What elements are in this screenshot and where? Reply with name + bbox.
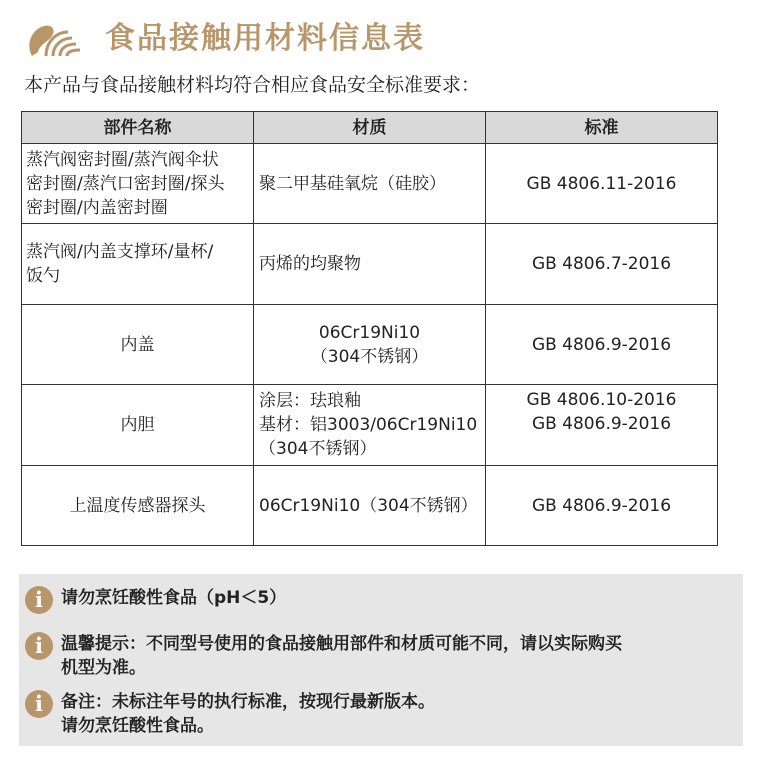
standard-line: GB 4806.10-2016 (526, 390, 677, 410)
page-subtitle: 本产品与食品接触材料均符合相应食品安全标准要求： (24, 74, 481, 96)
material-line: 涂层：珐琅釉 (259, 391, 361, 411)
standard-cell (486, 305, 718, 385)
note-line: 机型为准。 (61, 658, 146, 678)
standard-cell (486, 466, 718, 546)
info-icon: i (25, 632, 53, 660)
part-name-cell (22, 466, 254, 546)
column-header-material: 材质 (254, 112, 486, 144)
note-item (25, 690, 435, 738)
note-text (61, 586, 286, 610)
table-row (22, 466, 718, 546)
standard-cell (486, 224, 718, 305)
material-line: 06Cr19Ni10 (318, 322, 421, 343)
part-name-line: 饭勺 (26, 266, 60, 286)
note-item (25, 586, 286, 614)
info-icon: i (25, 690, 53, 718)
table-header-row (22, 112, 718, 144)
material-line: 基材：铝3003/06Cr19Ni10 (259, 415, 478, 435)
part-name-cell (22, 144, 254, 224)
note-item (25, 632, 622, 680)
standard-line: GB 4806.9-2016 (531, 334, 672, 355)
column-header-standard: 标准 (486, 112, 718, 144)
table-row (22, 224, 718, 305)
part-name-line: 上温度传感器探头 (69, 495, 206, 516)
note-line: 备注：未标注年号的执行标准，按现行最新版本。 (61, 692, 435, 712)
note-line: 请勿烹饪酸性食品。 (61, 716, 214, 736)
table-row (22, 305, 718, 385)
standard-cell (486, 385, 718, 466)
part-name-line: 密封圈/内盖密封圈 (26, 197, 168, 218)
standard-line: GB 4806.9-2016 (531, 495, 672, 516)
material-cell (254, 466, 486, 546)
part-name-line: 蒸汽阀/内盖支撑环/量杯/ (26, 242, 214, 262)
standard-cell (486, 144, 718, 224)
table-row (22, 144, 718, 224)
part-name-cell (22, 305, 254, 385)
part-name-cell (22, 385, 254, 466)
note-text (61, 690, 435, 738)
material-cell (254, 144, 486, 224)
note-line: 请勿烹饪酸性食品（pH＜5） (61, 588, 287, 608)
material-line: 06Cr19Ni10（304不锈钢） (259, 495, 478, 516)
material-line: 丙烯的均聚物 (259, 254, 361, 274)
material-line: （304不锈钢） (310, 346, 429, 367)
part-name-line: 内盖 (120, 334, 155, 355)
table-row (22, 385, 718, 466)
notes-panel (19, 574, 743, 746)
material-cell (254, 224, 486, 305)
note-text (61, 632, 622, 680)
part-name-line: 蒸汽阀密封圈/蒸汽阀伞状 (26, 149, 219, 170)
column-header-part-name: 部件名称 (22, 112, 254, 144)
material-cell (254, 305, 486, 385)
part-name-line: 内胆 (120, 415, 155, 435)
note-line: 温馨提示：不同型号使用的食品接触用部件和材质可能不同，请以实际购买 (61, 634, 622, 654)
standard-line: GB 4806.11-2016 (526, 173, 677, 194)
materials-table (21, 111, 718, 546)
material-cell (254, 385, 486, 466)
standard-line: GB 4806.7-2016 (531, 254, 672, 274)
material-line: 聚二甲基硅氧烷（硅胶） (259, 173, 446, 194)
brand-logo-icon (22, 16, 84, 60)
standard-line: GB 4806.9-2016 (531, 414, 672, 434)
page-title: 食品接触用材料信息表 (105, 21, 425, 56)
part-name-cell (22, 224, 254, 305)
material-line: （304不锈钢） (259, 439, 377, 459)
info-icon: i (25, 586, 53, 614)
part-name-line: 密封圈/蒸汽口密封圈/探头 (26, 173, 225, 194)
